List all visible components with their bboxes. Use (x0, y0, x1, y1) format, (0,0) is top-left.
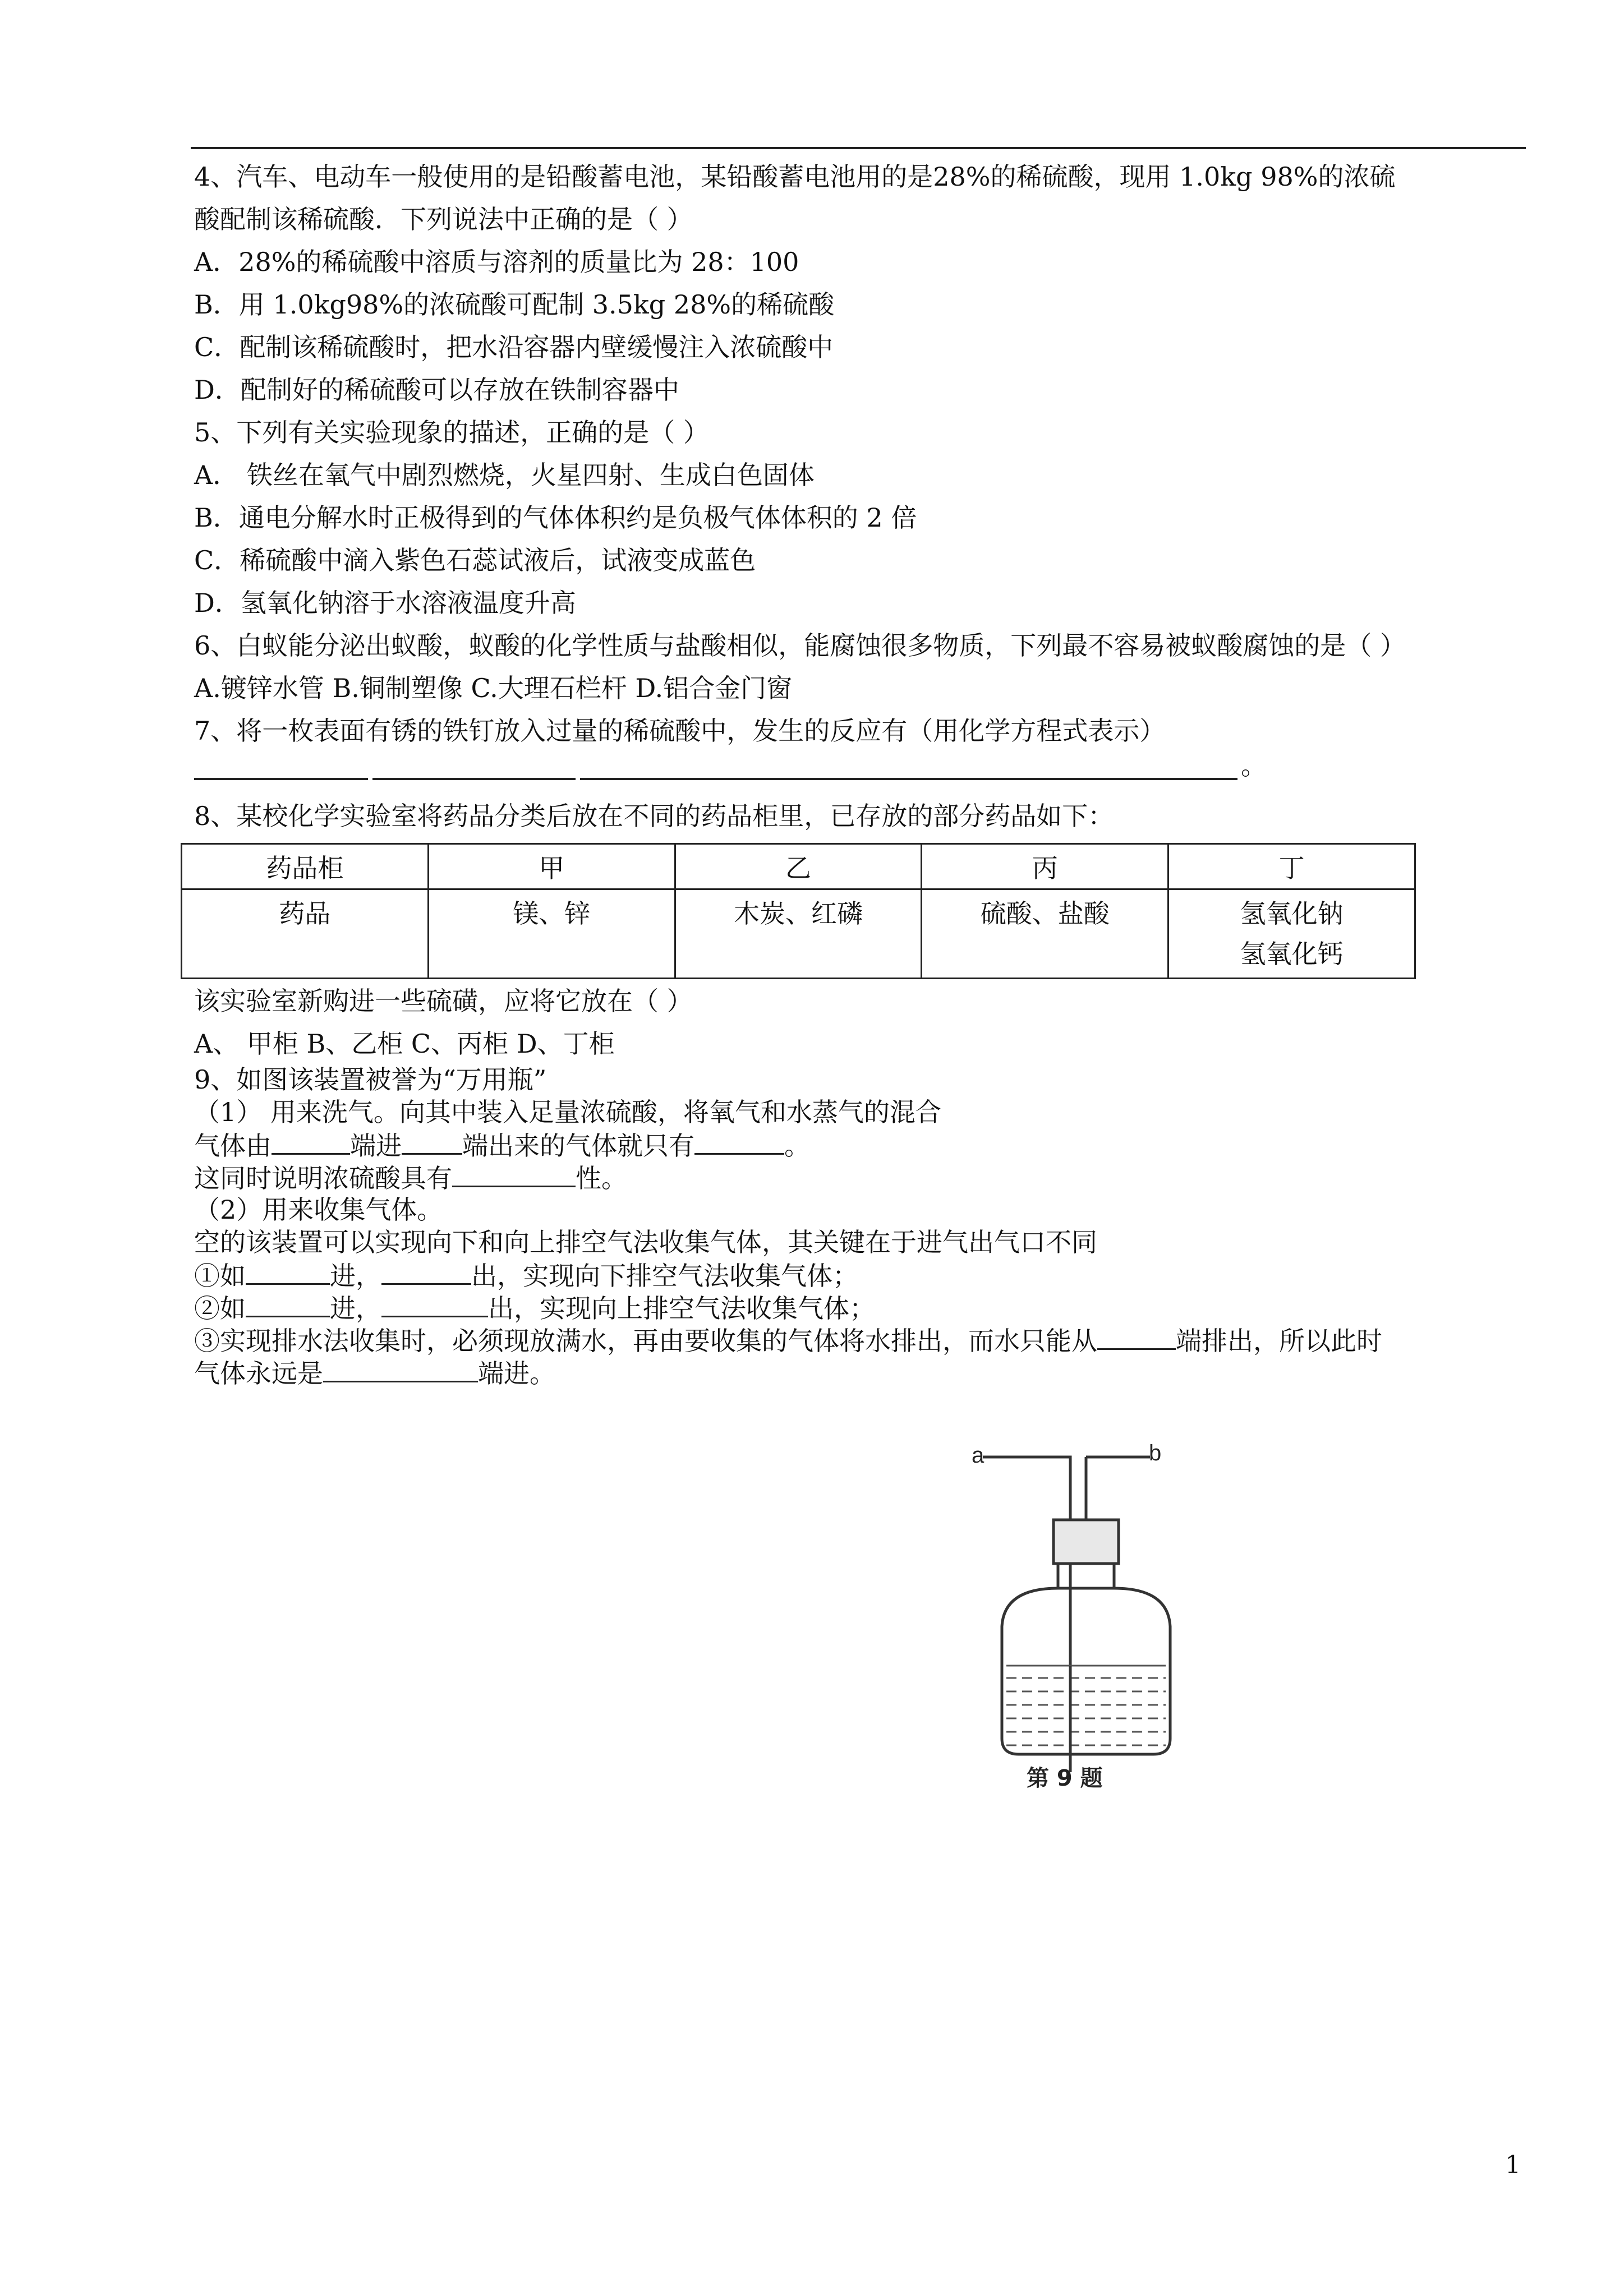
q9-item2 (194, 1291, 875, 1325)
q9-part2: （2）用来收集气体。 (194, 1195, 443, 1225)
outlet-blank[interactable] (381, 1258, 471, 1285)
q8-question: 该实验室新购进一些硫磺，应将它放在（ ） (194, 986, 693, 1016)
q6-options: A.镀锌水管 B.铜制塑像 C.大理石栏杆 D.铝合金门窗 (194, 673, 793, 703)
table-header-row (182, 844, 1415, 889)
inlet-blank[interactable] (246, 1291, 330, 1317)
q4-option-d: D．配制好的稀硫酸可以存放在铁制容器中 (194, 375, 679, 405)
table-cell-line: 氢氧化钙 (1240, 939, 1344, 969)
text: ①如 (194, 1261, 246, 1291)
q4-option-b: B．用 1.0kg98%的浓硫酸可配制 3.5kg 28%的稀硫酸 (194, 289, 835, 320)
bottle-neck (1058, 1564, 1114, 1588)
table-header-cell: 丁 (1168, 844, 1415, 889)
text: 端出来的气体就只有 (462, 1131, 694, 1161)
cabinet-table (181, 843, 1416, 979)
table-header-cell: 丙 (922, 844, 1168, 889)
inlet-blank[interactable] (272, 1128, 350, 1155)
table-cell: 木炭、红磷 (675, 889, 922, 979)
q9-item3-line2 (194, 1356, 555, 1390)
text: 端排出，所以此时 (1176, 1326, 1382, 1356)
q7-answer-blank-3[interactable] (580, 778, 1237, 780)
q4-option-c: C．配制该稀硫酸时，把水沿容器内壁缓慢注入浓硫酸中 (194, 332, 834, 362)
q9-stem: 9、如图该装置被誉为“万用瓶” (194, 1064, 547, 1095)
q9-item3 (194, 1324, 1382, 1357)
gas-blank[interactable] (694, 1128, 784, 1155)
q8-options: A、 甲柜 B、乙柜 C、丙柜 D、丁柜 (194, 1029, 615, 1059)
text: 气体永远是 (194, 1358, 323, 1389)
text: 性。 (576, 1163, 627, 1193)
stopper (1053, 1520, 1119, 1564)
q7-end-mark: 。 (1241, 750, 1267, 781)
q5-option-c: C．稀硫酸中滴入紫色石蕊试液后，试液变成蓝色 (194, 545, 756, 575)
q5-option-b: B．通电分解水时正极得到的气体体积约是负极气体体积的 2 倍 (194, 502, 917, 533)
inlet-blank[interactable] (246, 1258, 330, 1285)
q4-option-a: A．28%的稀硫酸中溶质与溶剂的质量比为 28：100 (194, 247, 799, 277)
text: 端进。 (478, 1358, 555, 1389)
top-rule (191, 147, 1526, 149)
table-cell-line: 氢氧化钠 (1240, 898, 1344, 929)
table-cell: 硫酸、盐酸 (922, 889, 1168, 979)
table-header-cell: 乙 (675, 844, 922, 889)
text: ②如 (194, 1293, 246, 1324)
gas-bottle-figure (948, 1436, 1189, 1795)
q7-answer-blank-2[interactable] (372, 778, 576, 780)
text: ③实现排水法收集时，必须现放满水，再由要收集的气体将水排出，而水只能从 (194, 1326, 1097, 1356)
q9-part1-line3 (194, 1161, 627, 1195)
text: 出，实现向上排空气法收集气体； (488, 1293, 875, 1324)
property-blank[interactable] (452, 1161, 576, 1187)
liquid (1006, 1666, 1166, 1745)
label-b: b (1149, 1441, 1162, 1465)
table-row (182, 889, 1415, 979)
outlet-blank[interactable] (381, 1291, 488, 1317)
q9-part2-line2: 空的该装置可以实现向下和向上排空气法收集气体，其关键在于进气出气口不同 (194, 1227, 1097, 1257)
gas-inlet-blank[interactable] (323, 1356, 478, 1382)
q9-part1-line2 (194, 1128, 810, 1162)
water-outlet-blank[interactable] (1097, 1324, 1176, 1350)
label-a: a (972, 1443, 984, 1468)
text: 进， (330, 1293, 381, 1324)
text: 端进 (350, 1131, 402, 1161)
q8-stem: 8、某校化学实验室将药品分类后放在不同的药品柜里，已存放的部分药品如下： (194, 801, 1114, 831)
q6-stem: 6、白蚁能分泌出蚁酸，蚁酸的化学性质与盐酸相似，能腐蚀很多物质，下列最不容易被蚁酸腐蚀的是（ ） (194, 630, 1406, 661)
table-row-label: 药品 (182, 889, 429, 979)
q7-answer-blank-1[interactable] (194, 778, 368, 780)
text: 气体由 (194, 1131, 272, 1161)
q5-option-d: D．氢氧化钠溶于水溶液温度升高 (194, 588, 576, 618)
table-header-cell: 药品柜 (182, 844, 429, 889)
q5-option-a: A． 铁丝在氧气中剧烈燃烧，火星四射、生成白色固体 (194, 460, 815, 490)
q9-part1: （1） 用来洗气。向其中装入足量浓硫酸，将氧气和水蒸气的混合 (194, 1097, 941, 1127)
text: 出，实现向下排空气法收集气体； (471, 1261, 858, 1291)
text: 进， (330, 1261, 381, 1291)
table-cell-multiline (1168, 889, 1415, 979)
page-number: 1 (1505, 2151, 1521, 2179)
bottle-body (1002, 1588, 1170, 1754)
q7-stem: 7、将一枚表面有锈的铁钉放入过量的稀硫酸中，发生的反应有（用化学方程式表示） (194, 716, 1166, 746)
table-cell: 镁、锌 (428, 889, 675, 979)
tube-b (1086, 1457, 1150, 1520)
q4-stem-line1: 4、汽车、电动车一般使用的是铅酸蓄电池，某铅酸蓄电池用的是28%的稀硫酸，现用 1.0kg 98%的浓硫 (194, 162, 1396, 192)
figure-caption: 第 9 题 (1027, 1765, 1103, 1791)
text: 。 (784, 1131, 810, 1161)
text: 这同时说明浓硫酸具有 (194, 1163, 452, 1193)
table-header-cell: 甲 (428, 844, 675, 889)
q4-stem-line2: 酸配制该稀硫酸．下列说法中正确的是（ ） (194, 204, 693, 234)
outlet-blank[interactable] (402, 1128, 462, 1155)
q5-stem: 5、下列有关实验现象的描述，正确的是（ ） (194, 417, 709, 448)
q9-item1 (194, 1258, 858, 1292)
